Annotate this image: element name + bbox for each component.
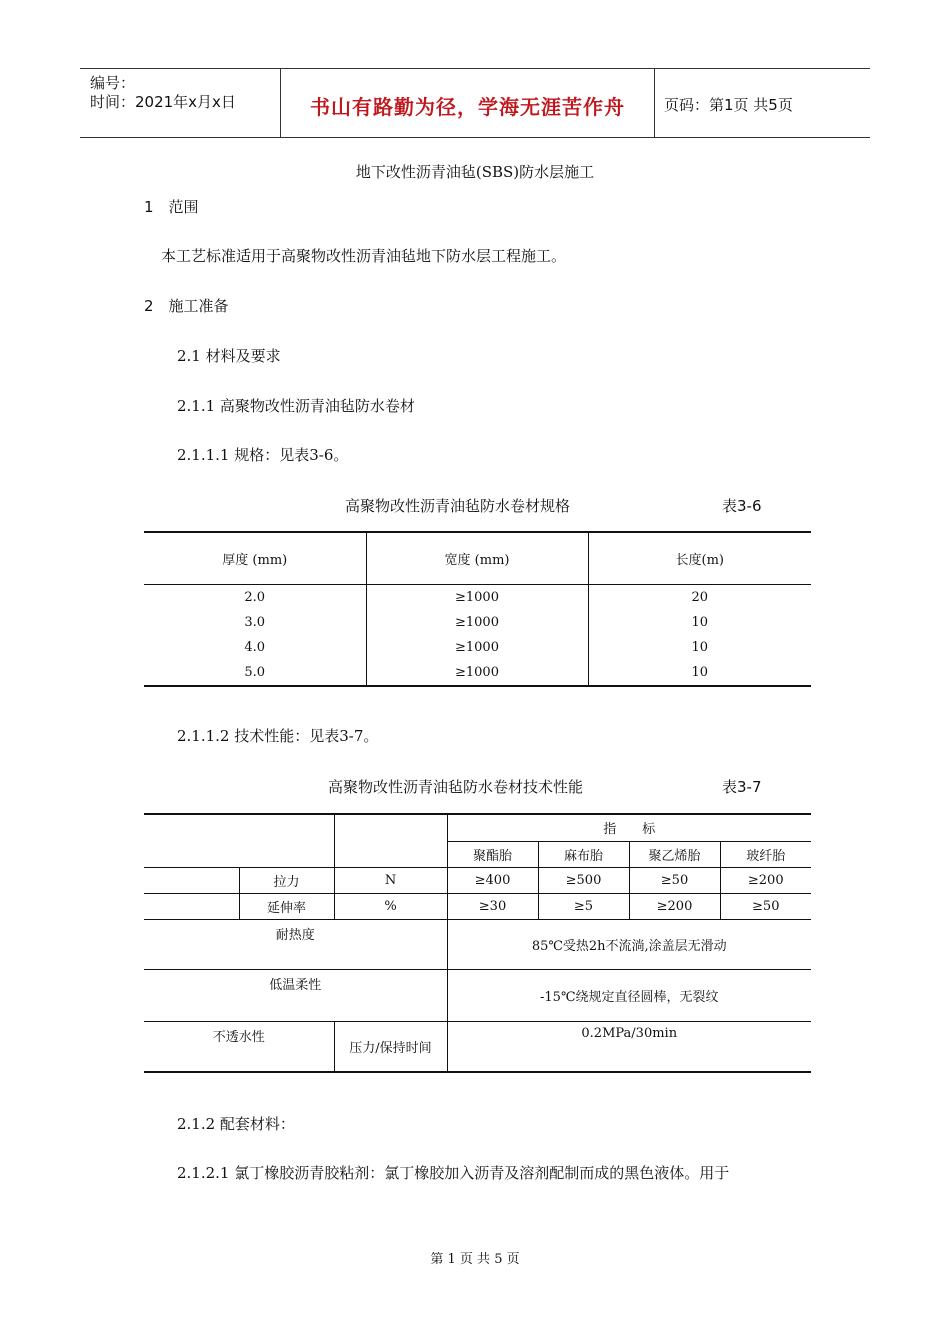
table-cell: 10	[588, 660, 811, 686]
table-row	[144, 919, 811, 969]
table-cell: ≥5	[538, 893, 629, 919]
table-3-6-number: 表3-6	[722, 497, 762, 515]
column-header-width: 宽度 (mm)	[366, 532, 588, 585]
table-3-7-caption: 高聚物改性沥青油毡防水卷材技术性能	[328, 778, 584, 796]
table-cell: 0.2MPa/30min	[447, 1021, 811, 1072]
table-cell: ≥1000	[366, 585, 588, 611]
table-cell: 3.0	[244, 615, 266, 630]
table-cell: ≥50	[720, 893, 811, 919]
page-footer: 第 1 页 共 5 页	[430, 1252, 520, 1267]
table-cell: ≥200	[629, 893, 720, 919]
table-cell-empty	[334, 814, 447, 867]
table-cell: ≥1000	[366, 660, 588, 686]
table-cell: 85℃受热2h不流淌,涂盖层无滑动	[447, 919, 811, 969]
table-row	[144, 867, 811, 893]
header-page-number: 页码：第1页 共5页	[664, 96, 793, 114]
table-cell: 4.0	[244, 640, 266, 655]
page-header	[80, 68, 870, 138]
table-cell: 5.0	[144, 660, 366, 686]
header-page-cell	[654, 69, 870, 137]
header-motto-cell	[280, 69, 655, 137]
section-2-1-1-1-text: 2.1.1.1 规格：见表3-6。	[177, 446, 349, 464]
table-3-7	[144, 813, 811, 1073]
section-1-paragraph: 本工艺标准适用于高聚物改性沥青油毡地下防水层工程施工。	[161, 247, 567, 265]
header-meta-cell	[80, 69, 280, 137]
table-row	[144, 969, 811, 1021]
section-2-1-2-1-text: 2.1.2.1 氯丁橡胶沥青胶粘剂：氯丁橡胶加入沥青及溶剂配制而成的黑色液体。用于	[177, 1164, 730, 1182]
table-cell: -15℃绕规定直径圆棒，无裂纹	[447, 969, 811, 1021]
section-2-1-1-heading: 2.1.1 高聚物改性沥青油毡防水卷材	[177, 397, 415, 415]
row-label-elongation: 延伸率	[239, 893, 334, 919]
row-label-impermeability: 不透水性	[144, 1021, 334, 1072]
table-cell: 20	[588, 585, 811, 611]
column-header-thickness: 厚度 (mm)	[144, 532, 366, 585]
column-header-fiberglass: 玻纤胎	[720, 841, 811, 867]
row-unit-tensile: N	[334, 867, 447, 893]
section-2-1-heading: 2.1 材料及要求	[177, 347, 281, 365]
document-date-label: 时间：2021年x月x日	[90, 93, 236, 111]
table-cell: 10	[588, 635, 811, 660]
section-2-1-2-heading: 2.1.2 配套材料：	[177, 1115, 295, 1133]
table-cell: ≥30	[447, 893, 538, 919]
column-header-polyethylene: 聚乙烯胎	[629, 841, 720, 867]
section-2-1-1-2-text: 2.1.1.2 技术性能：见表3-7。	[177, 727, 379, 745]
header-motto: 书山有路勤为径，学海无涯苦作舟	[310, 95, 625, 119]
row-sublabel-pressure-time: 压力/保持时间	[334, 1021, 447, 1072]
row-label-low-temp-flexibility: 低温柔性	[144, 969, 447, 1021]
table-row	[144, 610, 811, 635]
section-1-heading: 1 范围	[144, 198, 199, 216]
column-header-length: 长度(m)	[588, 532, 811, 585]
table-row	[144, 1021, 811, 1072]
table-cell-empty	[144, 867, 239, 893]
document-number-label: 编号：	[90, 74, 136, 92]
table-cell: 10	[588, 610, 811, 635]
row-unit-elongation: %	[334, 893, 447, 919]
table-cell: ≥1000	[366, 635, 588, 660]
table-row	[144, 893, 811, 919]
table-row	[144, 660, 811, 686]
table-header-row	[144, 532, 811, 585]
table-cell: ≥200	[720, 867, 811, 893]
row-label-tensile: 拉力	[239, 867, 334, 893]
column-header-jute: 麻布胎	[538, 841, 629, 867]
row-label-heat-resistance: 耐热度	[144, 919, 447, 969]
table-cell: ≥400	[447, 867, 538, 893]
table-header-row	[144, 814, 811, 841]
table-cell-empty	[144, 893, 239, 919]
column-header-polyester: 聚酯胎	[447, 841, 538, 867]
table-cell: ≥50	[629, 867, 720, 893]
table-cell: ≥500	[538, 867, 629, 893]
document-title: 地下改性沥青油毡(SBS)防水层施工	[355, 163, 595, 181]
table-3-6	[144, 531, 811, 687]
table-row	[144, 585, 811, 611]
table-row	[144, 635, 811, 660]
table-3-6-caption: 高聚物改性沥青油毡防水卷材规格	[345, 497, 571, 515]
section-2-heading: 2 施工准备	[144, 297, 229, 315]
table-cell: ≥1000	[366, 610, 588, 635]
table-cell: 2.0	[244, 590, 266, 605]
group-header-indicators: 指 标	[447, 814, 811, 841]
table-cell-empty	[144, 814, 334, 867]
table-3-7-number: 表3-7	[722, 778, 762, 796]
